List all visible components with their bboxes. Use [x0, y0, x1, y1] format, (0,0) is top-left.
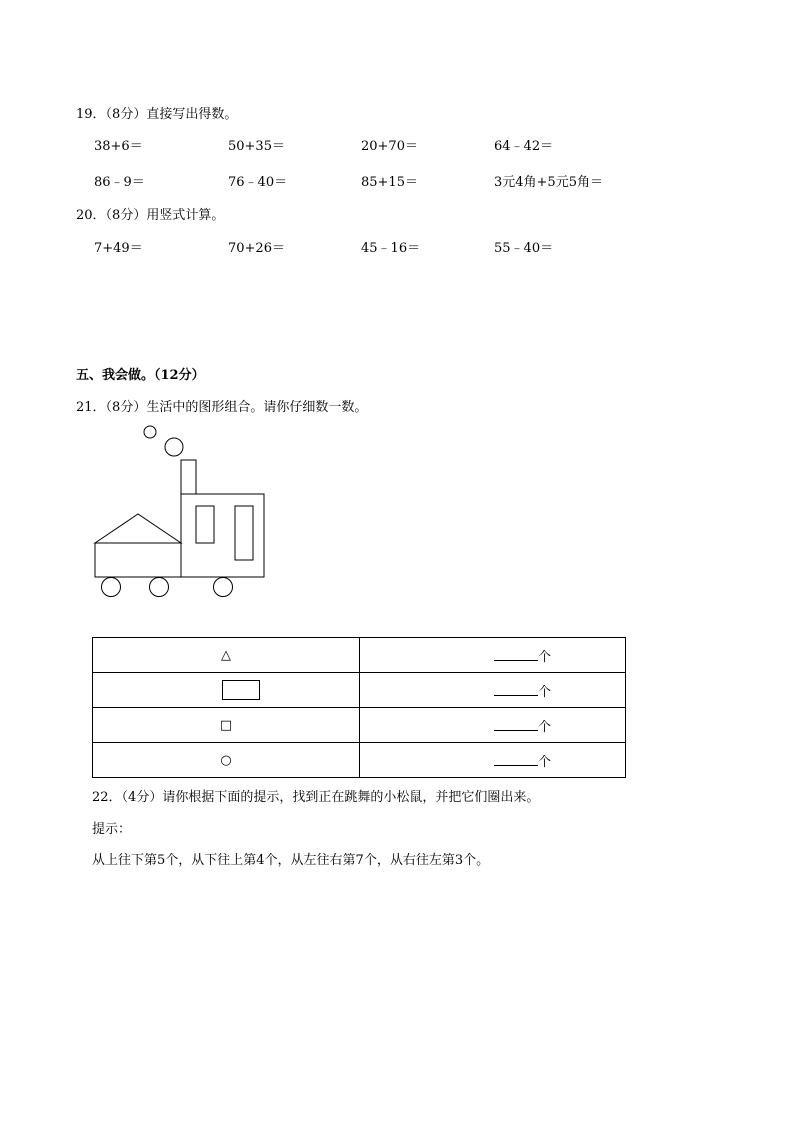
answer-blank[interactable] — [494, 683, 538, 696]
unit-label: 个 — [538, 754, 552, 770]
q22-title: 22．（4分）请你根据下面的提示，找到正在跳舞的小松鼠，并把它们圈出来。 — [92, 790, 540, 805]
body-rect — [95, 543, 181, 577]
unit-label: 个 — [538, 719, 552, 735]
roof-triangle — [95, 514, 181, 543]
table-row — [93, 743, 626, 778]
q19-expr-1-4: 64﹣42＝ — [494, 139, 554, 154]
q19-expr-2-4: 3元4角+5元5角＝ — [494, 175, 603, 190]
wheel-circle-1 — [102, 578, 121, 597]
window-rect-right — [235, 506, 253, 560]
q19-expr-1-1: 38+6＝ — [94, 139, 143, 154]
table-row — [93, 708, 626, 743]
q19-expr-1-2: 50+35＝ — [228, 139, 285, 154]
q21-title: 21．（8分）生活中的图形组合。请你仔细数一数。 — [76, 400, 368, 415]
window-rect-left — [196, 506, 214, 543]
rectangle-icon — [222, 680, 260, 700]
q20-expr-1: 7+49＝ — [94, 241, 143, 256]
wheel-circle-2 — [150, 578, 169, 597]
q22-hint-label: 提示： — [92, 822, 132, 837]
q19-expr-2-1: 86﹣9＝ — [94, 175, 145, 190]
train-figure — [88, 420, 278, 602]
wheel-circle-3 — [214, 578, 233, 597]
smoke-circle-large — [165, 438, 183, 456]
unit-label: 个 — [538, 684, 552, 700]
unit-label: 个 — [538, 649, 552, 665]
q22-hint-text: 从上往下第5个，从下往上第4个，从左往右第7个，从右往左第3个。 — [92, 853, 490, 868]
q20-title: 20．（8分）用竖式计算。 — [76, 208, 225, 223]
section5-title: 五、我会做。（12分） — [76, 368, 205, 383]
smoke-circle-small — [144, 426, 156, 438]
q19-expr-2-2: 76﹣40＝ — [228, 175, 288, 190]
table-row — [93, 673, 626, 708]
shape-count-table — [92, 637, 626, 778]
circle-icon: ○ — [93, 743, 360, 778]
chimney-rect — [181, 460, 196, 494]
table-row — [93, 638, 626, 673]
q19-expr-1-3: 20+70＝ — [361, 139, 418, 154]
q20-expr-3: 45﹣16＝ — [361, 241, 421, 256]
triangle-icon: △ — [93, 638, 360, 673]
answer-blank[interactable] — [494, 648, 538, 661]
q20-expr-2: 70+26＝ — [228, 241, 285, 256]
q19-expr-2-3: 85+15＝ — [361, 175, 418, 190]
q20-expr-4: 55﹣40＝ — [494, 241, 554, 256]
q19-title: 19．（8分）直接写出得数。 — [76, 107, 238, 122]
answer-blank[interactable] — [494, 753, 538, 766]
square-icon: □ — [93, 708, 360, 743]
answer-blank[interactable] — [494, 718, 538, 731]
